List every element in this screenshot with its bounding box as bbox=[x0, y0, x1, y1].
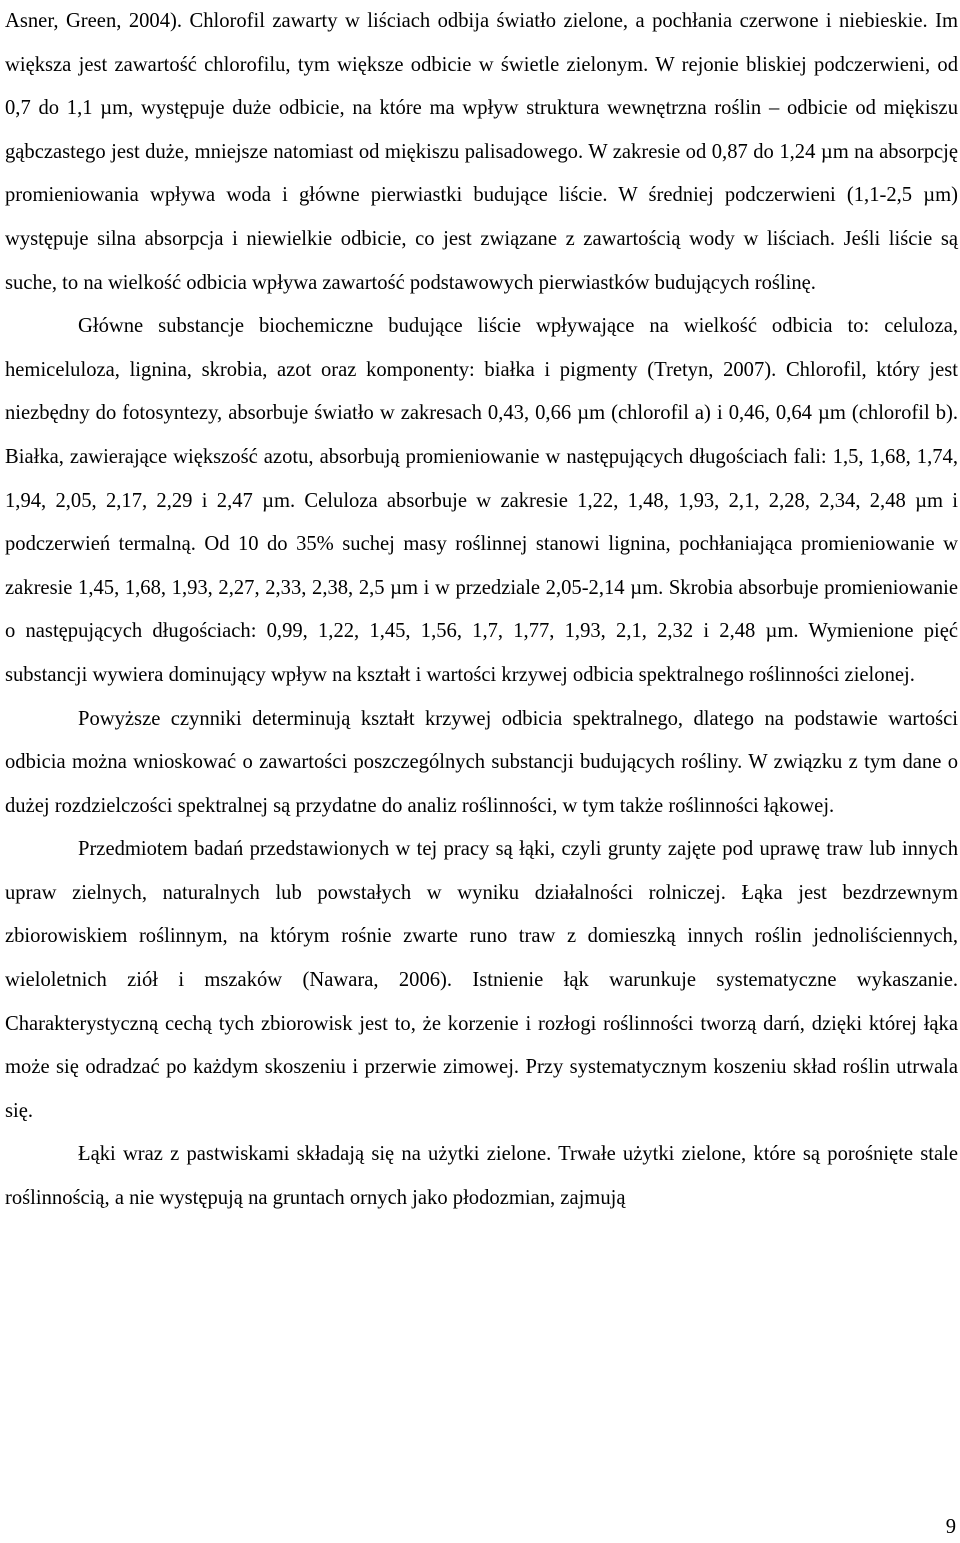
paragraph-meadows-definition: Przedmiotem badań przedstawionych w tej pracy są łąki, czyli grunty zajęte pod uprawę traw lub innych upraw zielnych, naturalnych lub powstałych w wyniku działalności rolniczej. Łąka jest bezdrzewnym zbiorowiskiem roślinnym, na którym rośnie zwarte runo traw z domieszką innych roślin jednoliściennych, wieloletnich ziół i mszaków (Nawara, 2006). Istnienie łąk warunkuje systematyczne wykaszanie. Charakterystyczną cechą tych zbiorowisk jest to, że korzenie i rozłogi roślinności tworzą darń, dzięki której łąka może się odradzać po każdym skoszeniu i przerwie zimowej. Przy systematycznym koszeniu skład roślin utrwala się. bbox=[5, 838, 958, 1122]
page-number: 9 bbox=[945, 1516, 956, 1538]
paragraph-spectral-factors: Powyższe czynniki determinują kształt krzywej odbicia spektralnego, dlatego na podstawie wartości odbicia można wnioskować o zawartości poszczególnych substancji budujących rośliny. W związku z tym dane o dużej rozdzielczości spektralnej są przydatne do analiz roślinności, w tym także roślinności łąkowej. bbox=[5, 707, 958, 817]
document-page bbox=[5, 0, 958, 1221]
paragraph-grasslands: Łąki wraz z pastwiskami składają się na użytki zielone. Trwałe użytki zielone, które są porośnięte stale roślinnością, a nie występują na gruntach ornych jako płodozmian, zajmują bbox=[5, 1143, 958, 1210]
paragraph-reflectance-chlorophyll: Asner, Green, 2004). Chlorofil zawarty w liściach odbija światło zielone, a pochłania czerwone i niebieskie. Im większa jest zawartość chlorofilu, tym większe odbicie w świetle zielonym. W rejonie bliskiej podczerwieni, od 0,7 do 1,1 µm, występuje duże odbicie, na które ma wpływ struktura wewnętrzna roślin – odbicie od miękiszu gąbczastego jest duże, mniejsze natomiast od miękiszu palisadowego. W zakresie od 0,87 do 1,24 µm na absorpcję promieniowania wpływa woda i główne pierwiastki budujące liście. W średniej podczerwieni (1,1-2,5 µm) występuje silna absorpcja i niewielkie odbicie, co jest związane z zawartością wody w liściach. Jeśli liście są suche, to na wielkość odbicia wpływa zawartość podstawowych pierwiastków budujących roślinę. bbox=[5, 10, 958, 294]
paragraph-biochemical-substances: Główne substancje biochemiczne budujące liście wpływające na wielkość odbicia to: celuloza, hemiceluloza, lignina, skrobia, azot oraz komponenty: białka i pigmenty (Tretyn, 2007). Chlorofil, który jest niezbędny do fotosyntezy, absorbuje światło w zakresach 0,43, 0,66 µm (chlorofil a) i 0,46, 0,64 µm (chlorofil b). Białka, zawierające większość azotu, absorbują promieniowanie w następujących długościach fali: 1,5, 1,68, 1,74, 1,94, 2,05, 2,17, 2,29 i 2,47 µm. Celuloza absorbuje w zakresie 1,22, 1,48, 1,93, 2,1, 2,28, 2,34, 2,48 µm i podczerwień termalną. Od 10 do 35% suchej masy roślinnej stanowi lignina, pochłaniająca promieniowanie w zakresie 1,45, 1,68, 1,93, 2,27, 2,33, 2,38, 2,5 µm i w przedziale 2,05-2,14 µm. Skrobia absorbuje promieniowanie o następujących długościach: 0,99, 1,22, 1,45, 1,56, 1,7, 1,77, 1,93, 2,1, 2,32 i 2,48 µm. Wymienione pięć substancji wywiera dominujący wpływ na kształt i wartości krzywej odbicia spektralnego roślinności zielonej. bbox=[5, 315, 958, 686]
